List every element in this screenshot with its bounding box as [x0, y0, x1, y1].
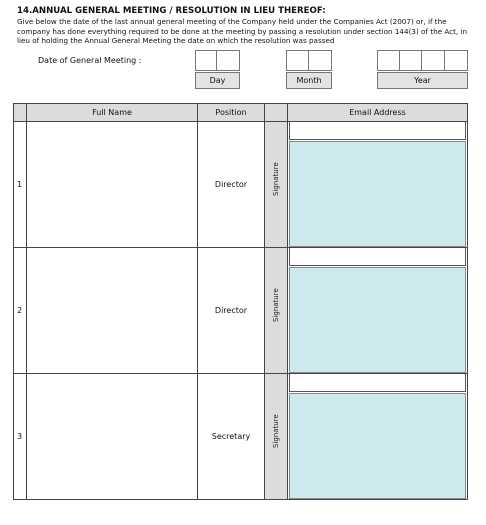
- month-digit-1-input[interactable]: [286, 50, 309, 71]
- full-name-input[interactable]: [27, 122, 198, 248]
- section-title: 14.ANNUAL GENERAL MEETING / RESOLUTION IN LIEU THEREOF:: [17, 6, 326, 16]
- table-row: [14, 374, 468, 500]
- signature-label: Signature: [272, 287, 280, 322]
- header-position: Position: [198, 104, 265, 122]
- signature-label-cell: [265, 248, 288, 374]
- header-email: Email Address: [288, 104, 468, 122]
- month-digit-2-input[interactable]: [308, 50, 332, 71]
- signature-label-cell: [265, 374, 288, 500]
- month-caption: Month: [286, 72, 332, 89]
- full-name-input[interactable]: [27, 248, 198, 374]
- year-digit-1-input[interactable]: [377, 50, 400, 71]
- day-caption: Day: [195, 72, 240, 89]
- signature-area[interactable]: [289, 393, 466, 499]
- email-cell: [288, 248, 468, 374]
- year-caption: Year: [377, 72, 468, 89]
- signature-area[interactable]: [289, 267, 466, 373]
- officers-table: [13, 103, 468, 500]
- table-row: [14, 122, 468, 248]
- row-number: 2: [14, 248, 27, 374]
- date-of-meeting-label: Date of General Meeting :: [38, 56, 142, 65]
- signature-label-cell: [265, 122, 288, 248]
- table-row: [14, 248, 468, 374]
- day-digit-1-input[interactable]: [195, 50, 217, 71]
- header-full-name: Full Name: [27, 104, 198, 122]
- position-cell: Director: [198, 122, 265, 248]
- signature-area[interactable]: [289, 141, 466, 247]
- row-number: 3: [14, 374, 27, 500]
- email-input[interactable]: [289, 248, 466, 266]
- header-number: [14, 104, 27, 122]
- year-digit-2-input[interactable]: [399, 50, 422, 71]
- email-input[interactable]: [289, 374, 466, 392]
- year-digit-3-input[interactable]: [421, 50, 445, 71]
- section-instructions: Give below the date of the last annual general meeting of the Company held under the Companies Act (2007) or, if the company has done everything required to be done at the meeting by passing a resolution under section 144(3) of the Act, in lieu of holding the Annual General Meeting the date on which the resolution was passed: [17, 17, 468, 46]
- signature-label: Signature: [272, 413, 280, 448]
- table-header-row: [14, 104, 468, 122]
- position-cell: Director: [198, 248, 265, 374]
- email-input[interactable]: [289, 122, 466, 140]
- year-digit-4-input[interactable]: [444, 50, 468, 71]
- position-cell: Secretary: [198, 374, 265, 500]
- row-number: 1: [14, 122, 27, 248]
- full-name-input[interactable]: [27, 374, 198, 500]
- signature-label: Signature: [272, 161, 280, 196]
- email-cell: [288, 122, 468, 248]
- header-signature: [265, 104, 288, 122]
- day-digit-2-input[interactable]: [216, 50, 240, 71]
- email-cell: [288, 374, 468, 500]
